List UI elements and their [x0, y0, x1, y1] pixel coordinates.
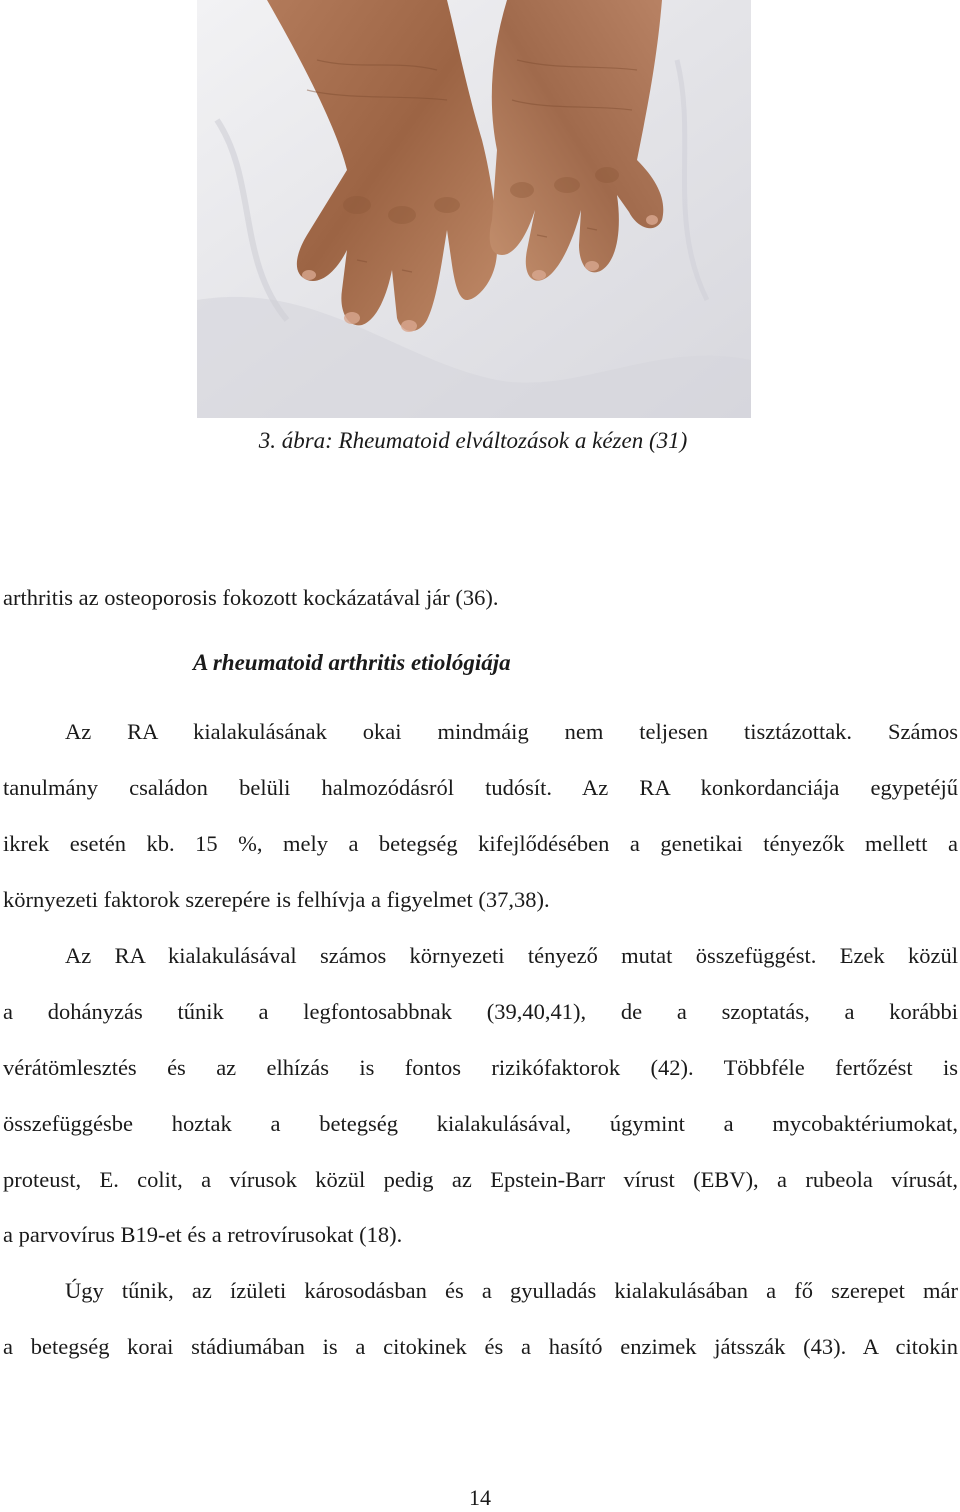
page-number: 14: [469, 1485, 491, 1510]
body-line: vérátömlesztés és az elhízás is fontos rizikófaktorok (42). Többféle fertőzést is: [3, 1055, 958, 1080]
body-line: a dohányzás tűnik a legfontosabbnak (39,40,41), de a szoptatás, a korábbi: [3, 999, 958, 1024]
body-line: a betegség korai stádiumában is a citokinek és a hasító enzimek játsszák (43). A citokin: [3, 1334, 958, 1359]
figure-caption: 3. ábra: Rheumatoid elváltozások a kézen (31): [258, 428, 688, 453]
section-heading: A rheumatoid arthritis etiológiája: [193, 650, 511, 675]
body-line: Az RA kialakulásának okai mindmáig nem teljesen tisztázottak. Számos: [65, 719, 958, 744]
body-line: Úgy tűnik, az ízületi károsodásban és a gyulladás kialakulásában a fő szerepet már: [65, 1278, 958, 1303]
hands-illustration: [197, 0, 751, 418]
hands-photo: [197, 0, 751, 418]
body-line: összefüggésbe hoztak a betegség kialakulásával, úgymint a mycobaktériumokat,: [3, 1111, 958, 1136]
body-line: környezeti faktorok szerepére is felhívja a figyelmet (37,38).: [3, 887, 550, 912]
body-line: tanulmány családon belüli halmozódásról tudósít. Az RA konkordanciája egypetéjű: [3, 775, 958, 800]
body-line: ikrek esetén kb. 15 %, mely a betegség kifejlődésében a genetikai tényezők mellett a: [3, 831, 958, 856]
body-line: proteust, E. colit, a vírusok közül pedig az Epstein-Barr vírust (EBV), a rubeola vírusát,: [3, 1167, 958, 1192]
body-line: arthritis az osteoporosis fokozott kockázatával jár (36).: [3, 585, 499, 610]
body-line: Az RA kialakulásával számos környezeti tényező mutat összefüggést. Ezek közül: [65, 943, 958, 968]
body-line: a parvovírus B19-et és a retrovírusokat (18).: [3, 1222, 403, 1247]
